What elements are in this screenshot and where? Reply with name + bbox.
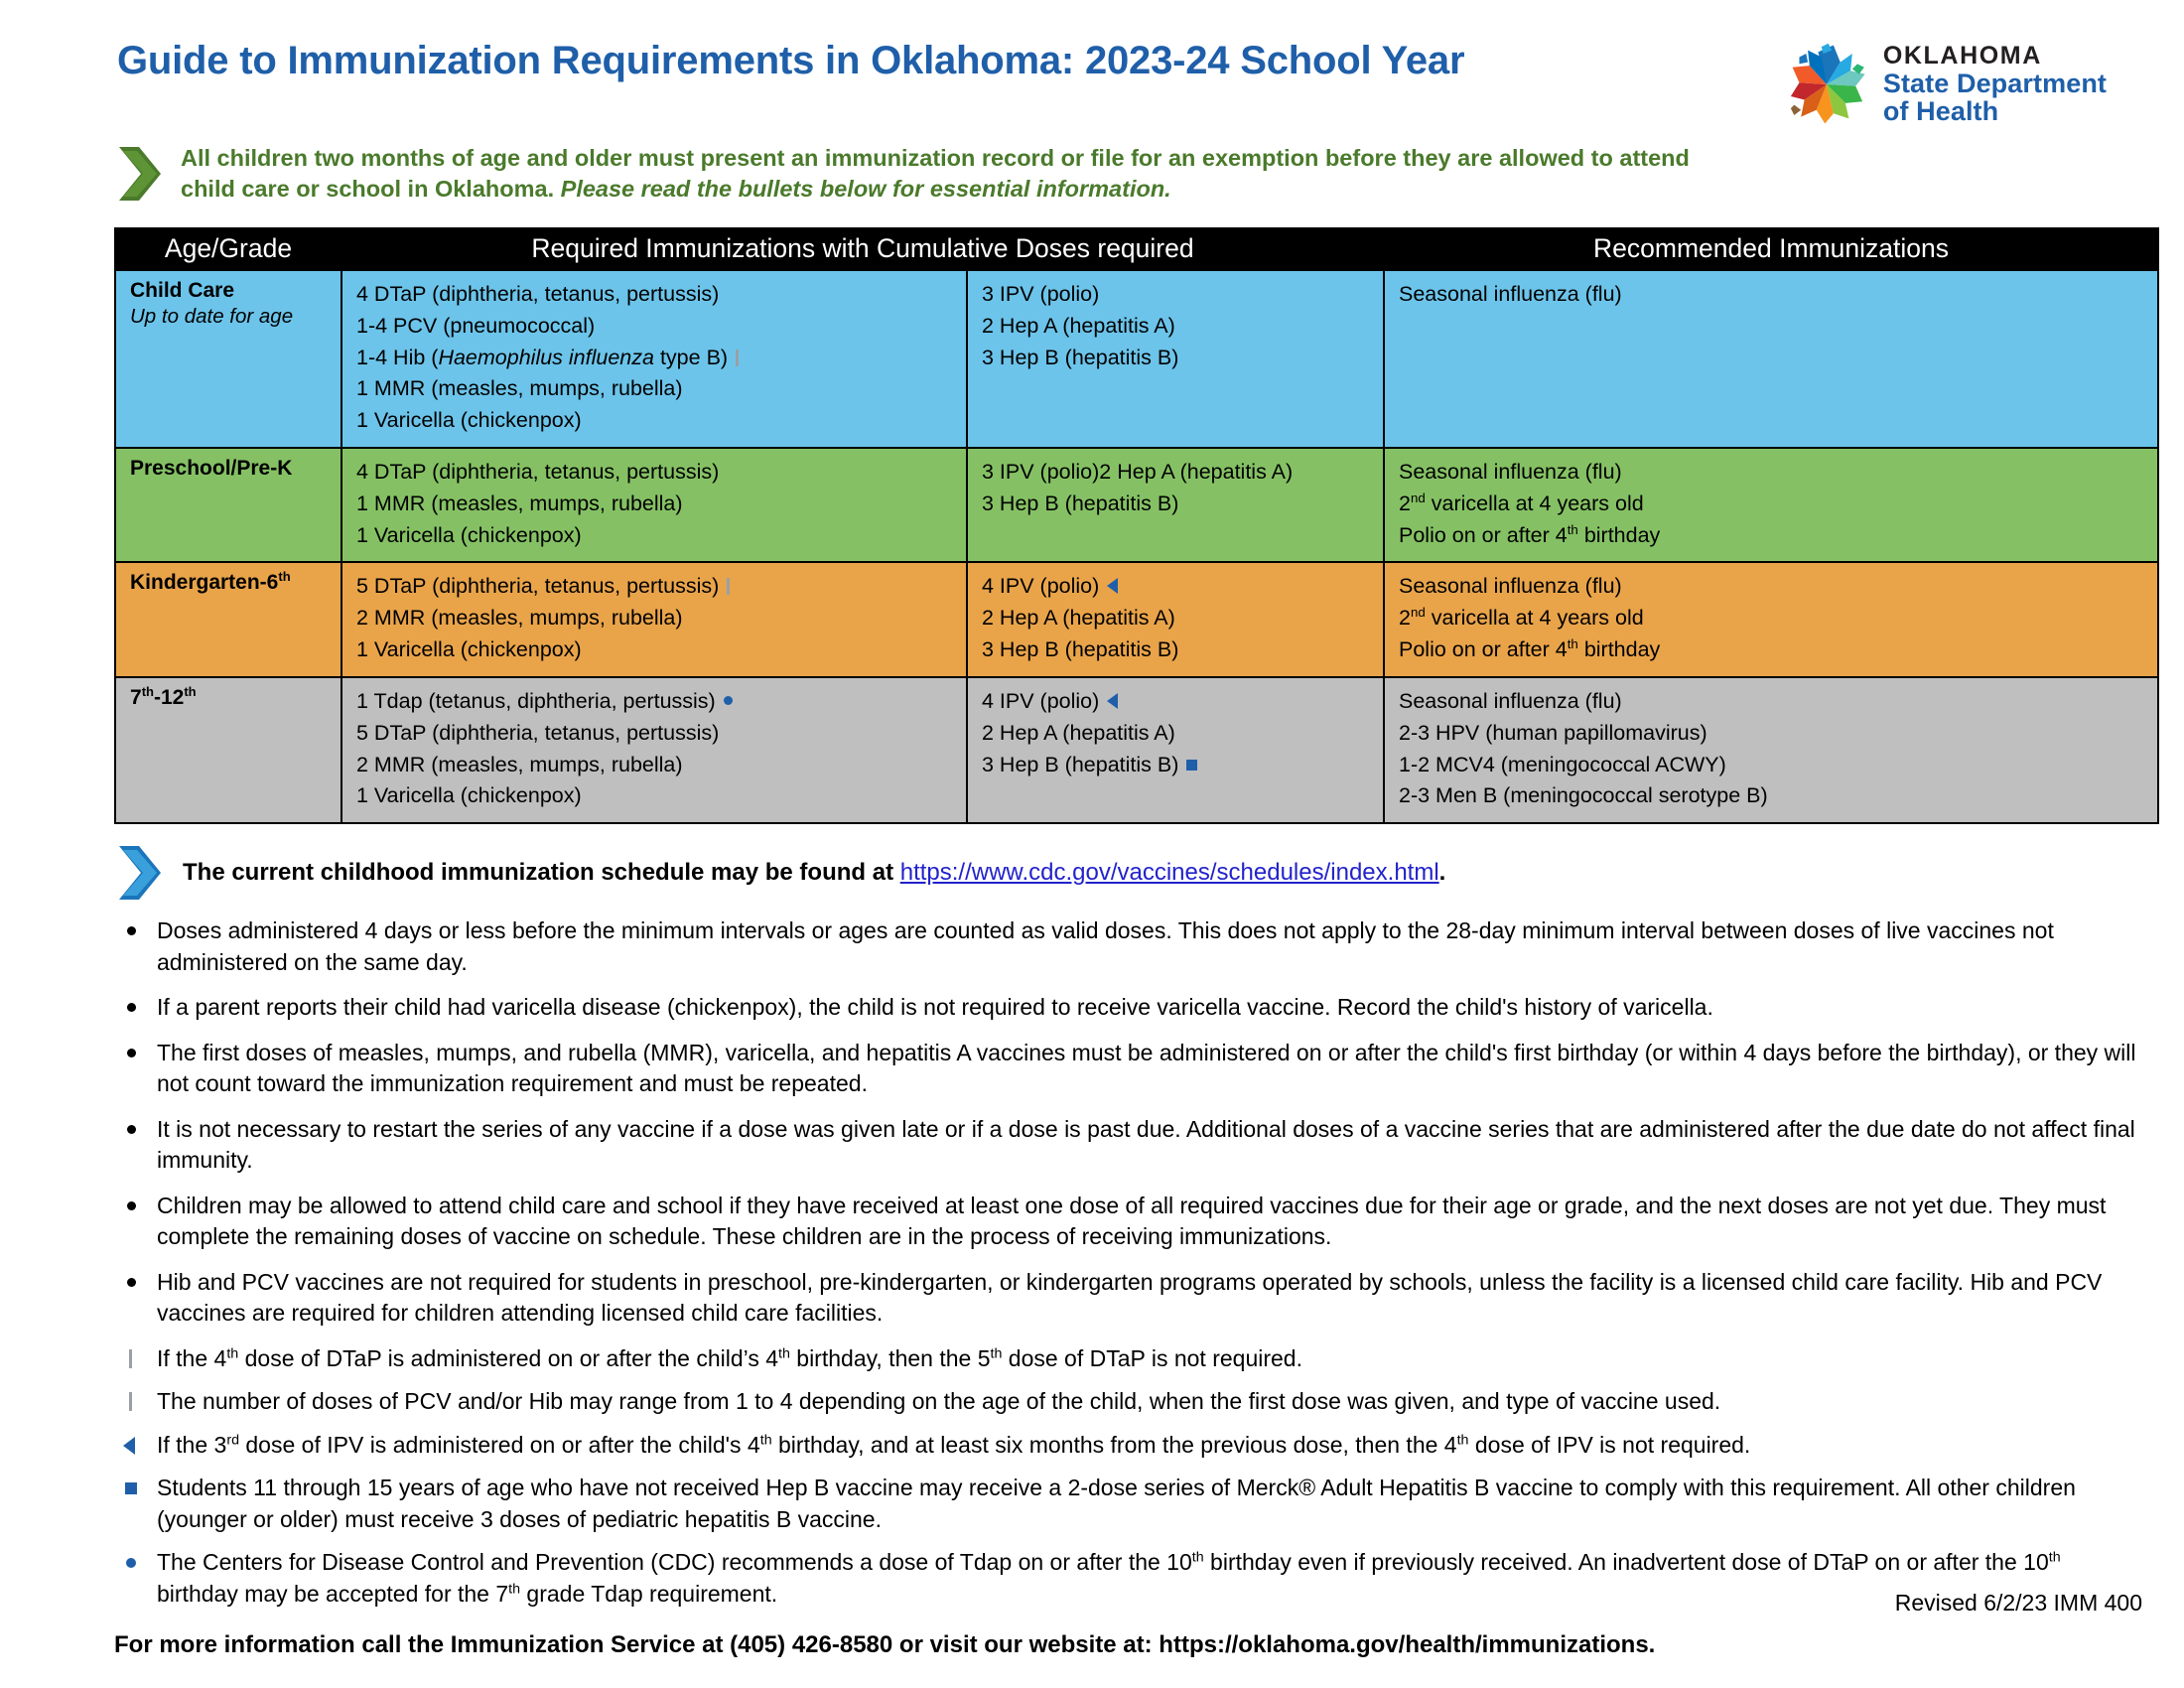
recommended-item: Seasonal influenza (flu) bbox=[1399, 460, 1622, 485]
required-item: 3 Hep B (hepatitis B) bbox=[982, 750, 1373, 781]
required-item: 5 DTaP (diphtheria, tetanus, pertussis) bbox=[356, 720, 720, 745]
page-title: Guide to Immunization Requirements in Oklahoma: 2023-24 School Year bbox=[117, 39, 1465, 82]
required-item: 2 Hep A (hepatitis A) bbox=[982, 606, 1175, 631]
note-text: It is not necessary to restart the series of any vaccine if a dose was given late or if a dose is past due. Additional doses of a vaccine series that are administered after the due date do not affect final immunity. bbox=[157, 1115, 2135, 1174]
table-header-row bbox=[115, 228, 2158, 270]
recommended-item: Polio on or after 4th birthday bbox=[1399, 635, 1661, 662]
list-item bbox=[121, 992, 2138, 1024]
required-item: 4 DTaP (diphtheria, tetanus, pertussis) bbox=[356, 281, 720, 306]
recommended-item: Seasonal influenza (flu) bbox=[1399, 281, 1622, 306]
list-item bbox=[121, 1038, 2138, 1100]
required-item: 1 Varicella (chickenpox) bbox=[356, 783, 582, 808]
required-item: 2 MMR (measles, mumps, rubella) bbox=[356, 606, 683, 631]
required-item: 1 Varicella (chickenpox) bbox=[356, 408, 582, 433]
table-row-child-care bbox=[115, 270, 2158, 448]
note-text: The number of doses of PCV and/or Hib may range from 1 to 4 depending on the age of the child, when the first dose was given, and type of vaccine used. bbox=[157, 1388, 1721, 1415]
footnote-dot-marker-icon bbox=[126, 1558, 136, 1568]
table-header bbox=[115, 228, 2158, 270]
note-text: The Centers for Disease Control and Prevention (CDC) recommends a dose of Tdap on or after the 10th birthday even if previously received. An inadvertent dose of DTaP on or after the 10th birthday may be accepted for the 7th grade Tdap requirement. bbox=[157, 1549, 2061, 1607]
grade-name: Kindergarten-6th bbox=[130, 569, 291, 595]
bullet-dot-icon bbox=[127, 1125, 136, 1134]
recommended-item: 1-2 MCV4 (meningococcal ACWY) bbox=[1399, 752, 1726, 776]
footnote-triangle-marker-icon bbox=[123, 1437, 135, 1455]
table-row-7th-12th bbox=[115, 677, 2158, 823]
footnote-item-ipv bbox=[121, 1430, 2138, 1462]
immunization-requirements-table bbox=[114, 227, 2159, 825]
required-left-preschool bbox=[341, 448, 967, 562]
cdc-lead-text: The current childhood immunization schedule may be found at bbox=[183, 859, 900, 887]
required-item: 3 Hep B (hepatitis B) bbox=[982, 491, 1179, 515]
required-right-kindergarten bbox=[967, 562, 1384, 676]
required-item: 2 MMR (measles, mumps, rubella) bbox=[356, 752, 683, 776]
footnote-bar-marker-icon bbox=[129, 1392, 132, 1411]
note-text: Hib and PCV vaccines are not required for students in preschool, pre-kindergarten, or kindergarten programs operated by schools, unless the facility is a licensed child care facility. Hib and PCV vaccines are required for children attending licensed child care facilities. bbox=[157, 1268, 2103, 1327]
logo-line-oklahoma: OKLAHOMA bbox=[1882, 42, 2042, 70]
required-item: 3 Hep B (hepatitis B) bbox=[982, 345, 1179, 369]
bullet-dot-icon bbox=[127, 926, 136, 935]
note-text: If a parent reports their child had varicella disease (chickenpox), the child is not required to receive varicella vaccine. Record the child's history of varicella. bbox=[157, 994, 1713, 1021]
grade-name: Child Care bbox=[130, 278, 235, 302]
required-right-preschool bbox=[967, 448, 1384, 562]
table-row-kindergarten bbox=[115, 562, 2158, 676]
grade-label-child-care bbox=[115, 270, 341, 448]
cdc-trailing-period: . bbox=[1438, 859, 1446, 887]
intro-text bbox=[181, 143, 1729, 206]
notes-list bbox=[0, 915, 2184, 1610]
revision-footer: Revised 6/2/23 IMM 400 bbox=[1894, 1590, 2142, 1616]
grade-label-kindergarten bbox=[115, 562, 341, 676]
cdc-schedule-link[interactable]: https://www.cdc.gov/vaccines/schedules/index.html bbox=[899, 859, 1439, 887]
green-chevron-icon bbox=[117, 145, 163, 203]
footnote-item-hepb bbox=[121, 1473, 2138, 1535]
list-item bbox=[121, 1114, 2138, 1177]
required-item: 3 IPV (polio)2 Hep A (hepatitis A) bbox=[982, 460, 1294, 485]
document-header bbox=[0, 0, 2184, 127]
recommended-kindergarten bbox=[1384, 562, 2158, 676]
required-item: 4 IPV (polio) bbox=[982, 571, 1373, 603]
required-item: 3 Hep B (hepatitis B) bbox=[982, 637, 1179, 662]
required-item: 2 Hep A (hepatitis A) bbox=[982, 720, 1175, 745]
footnote-dot-marker-icon bbox=[724, 696, 733, 705]
intro-bold: All children two months of age and older must present an immunization record or file for an exemption before they are allowed to attend child care or school in Oklahoma. bbox=[181, 145, 1690, 203]
grade-name: Preschool/Pre-K bbox=[130, 457, 293, 481]
recommended-item: Seasonal influenza (flu) bbox=[1399, 574, 1622, 599]
required-item: 2 Hep A (hepatitis A) bbox=[982, 313, 1175, 338]
footnote-square-marker-icon bbox=[1186, 760, 1197, 771]
logo-line-state-department: State Department bbox=[1882, 68, 2107, 98]
bullet-dot-icon bbox=[127, 1049, 136, 1057]
required-left-kindergarten bbox=[341, 562, 967, 676]
table-body bbox=[115, 270, 2158, 823]
list-item bbox=[121, 1267, 2138, 1330]
grade-name: 7th-12th bbox=[130, 683, 197, 709]
recommended-item: Seasonal influenza (flu) bbox=[1399, 688, 1622, 713]
note-text: If the 4th dose of DTaP is administered on or after the child’s 4th birthday, then the 5th dose of DTaP is not required. bbox=[157, 1344, 1302, 1371]
bullet-dot-icon bbox=[127, 1003, 136, 1012]
bullet-dot-icon bbox=[127, 1201, 136, 1210]
grade-subtitle: Up to date for age bbox=[130, 304, 294, 328]
required-item: 1-4 PCV (pneumococcal) bbox=[356, 313, 596, 338]
more-information-line: For more information call the Immunization Service at (405) 426-8580 or visit our website at: https://oklahoma.gov/health/immunizations. bbox=[114, 1631, 1656, 1659]
cdc-schedule-callout bbox=[117, 844, 2184, 902]
required-item: 1 MMR (measles, mumps, rubella) bbox=[356, 376, 683, 401]
required-item: 3 IPV (polio) bbox=[982, 281, 1100, 306]
note-text: If the 3rd dose of IPV is administered on or after the child's 4th birthday, and at least six months from the previous dose, then the 4th dose of IPV is not required. bbox=[157, 1431, 1751, 1458]
recommended-item: 2nd varicella at 4 years old bbox=[1399, 490, 1644, 515]
footnote-bar-marker-icon bbox=[727, 578, 730, 595]
cdc-text bbox=[183, 859, 1445, 887]
footnote-bar-marker-icon bbox=[736, 350, 739, 366]
required-item: 1-4 Hib (Haemophilus influenza type B) bbox=[356, 343, 956, 374]
blue-chevron-icon bbox=[117, 844, 163, 902]
footnote-item-dtap bbox=[121, 1343, 2138, 1375]
required-item: 1 Varicella (chickenpox) bbox=[356, 522, 582, 547]
col-header-required-immunizations: Required Immunizations with Cumulative Doses required bbox=[341, 228, 1384, 270]
recommended-item: 2-3 HPV (human papillomavirus) bbox=[1399, 720, 1707, 745]
pinwheel-star-icon bbox=[1784, 42, 1869, 127]
note-text: Doses administered 4 days or less before the minimum intervals or ages are counted as valid doses. This does not apply to the 28-day minimum interval between doses of live vaccines not administered on the same day. bbox=[157, 917, 2054, 975]
col-header-recommended-immunizations: Recommended Immunizations bbox=[1384, 228, 2158, 270]
required-left-7th-12th bbox=[341, 677, 967, 823]
required-left-child-care bbox=[341, 270, 967, 448]
note-text: Children may be allowed to attend child care and school if they have received at least one dose of all required vaccines due for their age or grade, and the next doses are not yet due. They must complete the remaining doses of vaccine on schedule. These children are in the process of receiving immunizations. bbox=[157, 1192, 2107, 1250]
required-item: 1 MMR (measles, mumps, rubella) bbox=[356, 491, 683, 515]
footnote-triangle-marker-icon bbox=[1107, 578, 1118, 594]
required-right-7th-12th bbox=[967, 677, 1384, 823]
recommended-preschool bbox=[1384, 448, 2158, 562]
list-item bbox=[121, 915, 2138, 978]
footnote-item-tdap bbox=[121, 1547, 2138, 1610]
recommended-item: 2-3 Men B (meningococcal serotype B) bbox=[1399, 783, 1768, 808]
required-item: 5 DTaP (diphtheria, tetanus, pertussis) bbox=[356, 571, 956, 603]
recommended-item: 2nd varicella at 4 years old bbox=[1399, 605, 1644, 631]
intro-italic: Please read the bullets below for essential information. bbox=[560, 176, 1171, 203]
list-item bbox=[121, 1191, 2138, 1253]
footnote-square-marker-icon bbox=[125, 1482, 137, 1494]
table-row-preschool bbox=[115, 448, 2158, 562]
note-text: Students 11 through 15 years of age who have not received Hep B vaccine may receive a 2-dose series of Merck® Adult Hepatitis B vaccine to comply with this requirement. All other children (younger or older) must receive 3 doses of pediatric hepatitis B vaccine. bbox=[157, 1475, 2076, 1532]
footnote-item-pcv-hib bbox=[121, 1386, 2138, 1418]
footnote-bar-marker-icon bbox=[129, 1349, 132, 1368]
logo-text bbox=[1883, 43, 2107, 126]
bullet-dot-icon bbox=[127, 1278, 136, 1287]
required-right-child-care bbox=[967, 270, 1384, 448]
recommended-7th-12th bbox=[1384, 677, 2158, 823]
logo-line-of-health: of Health bbox=[1882, 96, 1999, 127]
required-item: 4 DTaP (diphtheria, tetanus, pertussis) bbox=[356, 460, 720, 485]
grade-label-7th-12th bbox=[115, 677, 341, 823]
footnote-triangle-marker-icon bbox=[1107, 693, 1118, 709]
required-item: 4 IPV (polio) bbox=[982, 686, 1373, 718]
note-text: The first doses of measles, mumps, and rubella (MMR), varicella, and hepatitis A vaccines must be administered on or after the child's first birthday (or within 4 days before the birthday), or they will not count toward the immunization requirement and must be repeated. bbox=[157, 1039, 2136, 1097]
oklahoma-state-department-of-health-logo bbox=[1784, 42, 2107, 127]
col-header-age-grade: Age/Grade bbox=[115, 228, 341, 270]
recommended-item: Polio on or after 4th birthday bbox=[1399, 521, 1661, 547]
grade-label-preschool bbox=[115, 448, 341, 562]
required-item: 1 Varicella (chickenpox) bbox=[356, 637, 582, 662]
required-item: 1 Tdap (tetanus, diphtheria, pertussis) bbox=[356, 686, 956, 718]
intro-callout bbox=[0, 127, 2184, 206]
recommended-child-care bbox=[1384, 270, 2158, 448]
